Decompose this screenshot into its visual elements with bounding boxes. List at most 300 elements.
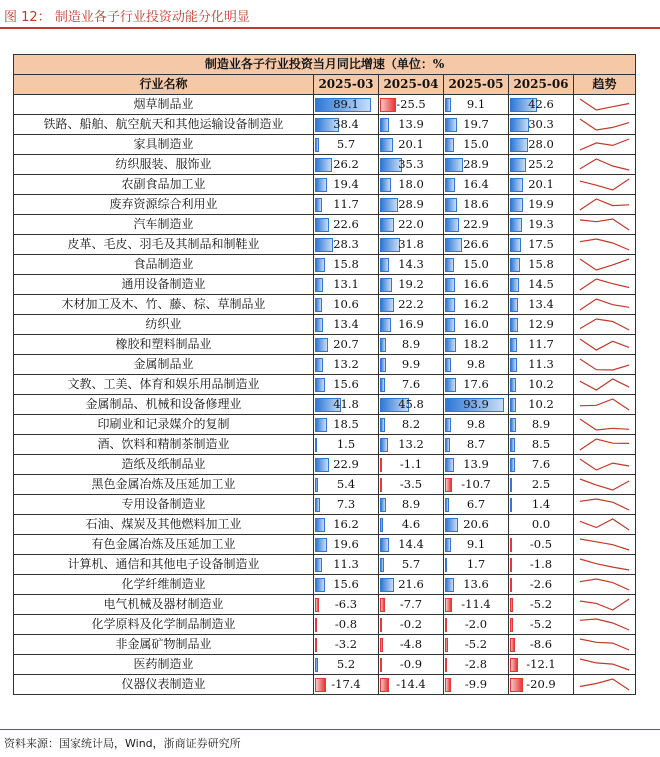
value-cell	[314, 595, 379, 615]
value-text: 1.7	[466, 557, 486, 571]
table-banner: 制造业各子行业投资当月同比增速（单位：%	[14, 55, 636, 75]
value-text: 19.7	[463, 117, 489, 131]
value-text: 13.9	[398, 117, 424, 131]
value-cell	[444, 235, 509, 255]
value-cell	[444, 335, 509, 355]
value-text: 18.2	[463, 337, 489, 351]
trend-sparkline-cell	[574, 455, 636, 475]
industry-name: 仪器仪表制造业	[14, 675, 314, 695]
value-text: 20.1	[398, 137, 424, 151]
trend-line	[580, 299, 629, 310]
trend-sparkline-cell	[574, 475, 636, 495]
value-cell	[509, 175, 574, 195]
trend-sparkline	[574, 435, 635, 454]
value-text: 13.9	[463, 457, 489, 471]
table-row	[14, 315, 636, 335]
industry-name: 通用设备制造业	[14, 275, 314, 295]
value-text: 14.3	[398, 257, 424, 271]
value-cell	[379, 575, 444, 595]
header-2025-03: 2025-03	[314, 75, 379, 95]
trend-sparkline	[574, 595, 635, 614]
bottom-rule	[0, 729, 660, 730]
value-cell	[314, 235, 379, 255]
value-cell	[314, 155, 379, 175]
value-text: -3.2	[334, 637, 358, 651]
value-text: 45.8	[398, 397, 424, 411]
value-cell	[509, 355, 574, 375]
value-cell	[509, 495, 574, 515]
value-cell	[379, 275, 444, 295]
value-text: 89.1	[333, 97, 359, 111]
value-text: 19.3	[528, 217, 554, 231]
value-cell	[379, 335, 444, 355]
value-cell	[444, 455, 509, 475]
value-cell	[379, 415, 444, 435]
trend-line	[580, 679, 629, 690]
trend-line	[580, 159, 629, 170]
value-cell	[314, 95, 379, 115]
value-text: 15.8	[333, 257, 359, 271]
trend-line	[580, 99, 629, 110]
header-2025-04: 2025-04	[379, 75, 444, 95]
value-cell	[509, 415, 574, 435]
value-text: 2.5	[531, 477, 551, 491]
trend-sparkline	[574, 515, 635, 534]
value-cell	[379, 375, 444, 395]
value-cell	[379, 555, 444, 575]
value-cell	[379, 355, 444, 375]
value-cell	[314, 675, 379, 695]
trend-sparkline-cell	[574, 555, 636, 575]
industry-name: 有色金属冶炼及压延加工业	[14, 535, 314, 555]
value-cell	[509, 235, 574, 255]
trend-sparkline	[574, 395, 635, 414]
value-text: 20.6	[463, 517, 489, 531]
value-text: 10.6	[333, 297, 359, 311]
table-row	[14, 155, 636, 175]
value-text: 7.3	[336, 497, 356, 511]
trend-sparkline-cell	[574, 495, 636, 515]
value-text: 28.9	[398, 197, 424, 211]
trend-sparkline-cell	[574, 675, 636, 695]
value-cell	[314, 515, 379, 535]
value-text: -2.0	[464, 617, 488, 631]
trend-line	[580, 459, 629, 470]
trend-sparkline-cell	[574, 515, 636, 535]
header-2025-06: 2025-06	[509, 75, 574, 95]
trend-line	[580, 179, 629, 190]
trend-sparkline-cell	[574, 635, 636, 655]
value-text: 19.6	[333, 537, 359, 551]
trend-sparkline	[574, 475, 635, 494]
trend-sparkline	[574, 115, 635, 134]
trend-line	[580, 539, 629, 550]
table-row	[14, 215, 636, 235]
value-text: 13.2	[333, 357, 359, 371]
value-cell	[444, 175, 509, 195]
value-cell	[314, 175, 379, 195]
value-cell	[509, 295, 574, 315]
table-row	[14, 175, 636, 195]
value-text: 11.3	[333, 557, 359, 571]
trend-sparkline	[574, 215, 635, 234]
value-text: 13.6	[463, 577, 489, 591]
value-text: 15.0	[463, 257, 489, 271]
value-text: 8.2	[401, 417, 421, 431]
value-cell	[509, 535, 574, 555]
industry-name: 化学纤维制造业	[14, 575, 314, 595]
value-text: -2.8	[464, 657, 488, 671]
figure-title-text: 制造业各子行业投资动能分化明显	[54, 10, 250, 25]
trend-sparkline-cell	[574, 215, 636, 235]
figure-title	[4, 6, 250, 25]
table-row	[14, 495, 636, 515]
value-cell	[314, 135, 379, 155]
value-cell	[444, 275, 509, 295]
value-cell	[379, 215, 444, 235]
value-cell	[444, 595, 509, 615]
trend-sparkline-cell	[574, 395, 636, 415]
value-text: -6.3	[334, 597, 358, 611]
value-cell	[444, 635, 509, 655]
value-cell	[509, 615, 574, 635]
value-cell	[379, 195, 444, 215]
value-text: 11.3	[528, 357, 554, 371]
value-text: 20.1	[528, 177, 554, 191]
title-rule	[0, 27, 660, 29]
table-row	[14, 375, 636, 395]
trend-line	[580, 119, 629, 130]
value-cell	[379, 475, 444, 495]
table-row	[14, 395, 636, 415]
value-text: 8.7	[466, 437, 486, 451]
trend-line	[580, 619, 629, 630]
value-cell	[379, 315, 444, 335]
value-cell	[444, 395, 509, 415]
trend-sparkline-cell	[574, 595, 636, 615]
table-row	[14, 115, 636, 135]
trend-line	[580, 419, 629, 430]
industry-name: 纺织服装、服饰业	[14, 155, 314, 175]
trend-line	[580, 659, 629, 670]
value-text: -0.5	[529, 537, 553, 551]
trend-sparkline-cell	[574, 355, 636, 375]
value-text: -3.5	[399, 477, 423, 491]
value-cell	[444, 355, 509, 375]
value-cell	[444, 435, 509, 455]
value-cell	[314, 635, 379, 655]
trend-line	[580, 339, 629, 350]
trend-sparkline	[574, 455, 635, 474]
value-text: 8.9	[531, 417, 551, 431]
value-cell	[444, 615, 509, 635]
industry-name: 废弃资源综合利用业	[14, 195, 314, 215]
value-cell	[314, 455, 379, 475]
value-cell	[314, 255, 379, 275]
value-text: 19.9	[528, 197, 554, 211]
industry-name: 计算机、通信和其他电子设备制造业	[14, 555, 314, 575]
value-text: -25.5	[396, 97, 426, 111]
trend-line	[580, 279, 629, 290]
value-cell	[314, 575, 379, 595]
trend-sparkline-cell	[574, 375, 636, 395]
value-text: -0.9	[399, 657, 423, 671]
value-cell	[509, 315, 574, 335]
value-cell	[509, 475, 574, 495]
table-row	[14, 655, 636, 675]
value-cell	[314, 275, 379, 295]
table-row	[14, 555, 636, 575]
value-text: 22.6	[333, 217, 359, 231]
value-text: 7.6	[401, 377, 421, 391]
value-cell	[314, 655, 379, 675]
trend-sparkline-cell	[574, 575, 636, 595]
industry-name: 铁路、船舶、航空航天和其他运输设备制造业	[14, 115, 314, 135]
trend-line	[580, 439, 629, 450]
value-text: 11.7	[528, 337, 554, 351]
value-cell	[379, 435, 444, 455]
value-cell	[379, 135, 444, 155]
value-text: 15.6	[333, 377, 359, 391]
figure-label: 图 12：	[4, 10, 51, 25]
value-text: -0.8	[334, 617, 358, 631]
value-text: 28.0	[528, 137, 554, 151]
value-text: 1.5	[336, 437, 356, 451]
value-cell	[379, 295, 444, 315]
value-cell	[509, 635, 574, 655]
value-text: 9.8	[466, 417, 486, 431]
header-trend: 趋势	[574, 75, 636, 95]
trend-line	[580, 379, 629, 390]
value-text: 93.9	[463, 397, 489, 411]
value-cell	[509, 555, 574, 575]
trend-sparkline	[574, 355, 635, 374]
value-cell	[314, 555, 379, 575]
value-text: 41.8	[333, 397, 359, 411]
trend-line	[580, 559, 629, 570]
value-cell	[314, 355, 379, 375]
industry-name: 皮革、毛皮、羽毛及其制品和制鞋业	[14, 235, 314, 255]
value-cell	[444, 155, 509, 175]
trend-sparkline-cell	[574, 315, 636, 335]
value-text: 42.6	[528, 97, 554, 111]
value-text: 10.2	[528, 377, 554, 391]
value-cell	[379, 655, 444, 675]
value-text: -5.2	[529, 617, 553, 631]
value-cell	[379, 155, 444, 175]
trend-sparkline-cell	[574, 615, 636, 635]
trend-sparkline-cell	[574, 415, 636, 435]
trend-sparkline	[574, 495, 635, 514]
value-cell	[509, 435, 574, 455]
trend-sparkline	[574, 375, 635, 394]
value-cell	[314, 495, 379, 515]
value-cell	[509, 455, 574, 475]
trend-line	[580, 499, 629, 510]
trend-line	[580, 399, 629, 410]
value-text: 13.4	[333, 317, 359, 331]
trend-sparkline-cell	[574, 155, 636, 175]
table-row	[14, 475, 636, 495]
value-text: 5.7	[336, 137, 356, 151]
industry-name: 木材加工及木、竹、藤、棕、草制品业	[14, 295, 314, 315]
value-text: 38.4	[333, 117, 359, 131]
value-text: 16.4	[463, 177, 489, 191]
industry-name: 纺织业	[14, 315, 314, 335]
value-text: 31.8	[398, 237, 424, 251]
trend-sparkline	[574, 195, 635, 214]
industry-name: 家具制造业	[14, 135, 314, 155]
value-cell	[444, 115, 509, 135]
industry-name: 专用设备制造业	[14, 495, 314, 515]
value-cell	[509, 335, 574, 355]
value-cell	[379, 455, 444, 475]
trend-line	[580, 359, 629, 370]
value-text: -2.6	[529, 577, 553, 591]
value-cell	[509, 195, 574, 215]
value-cell	[444, 575, 509, 595]
value-cell	[509, 95, 574, 115]
trend-sparkline-cell	[574, 435, 636, 455]
trend-sparkline-cell	[574, 535, 636, 555]
industry-name: 文教、工美、体育和娱乐用品制造业	[14, 375, 314, 395]
trend-sparkline	[574, 555, 635, 574]
industry-name: 烟草制品业	[14, 95, 314, 115]
value-text: -0.2	[399, 617, 423, 631]
value-cell	[379, 115, 444, 135]
trend-sparkline-cell	[574, 295, 636, 315]
value-text: 13.2	[398, 437, 424, 451]
source-note: 资料来源：国家统计局，Wind，浙商证券研究所	[4, 737, 241, 750]
value-text: 14.4	[398, 537, 424, 551]
trend-sparkline-cell	[574, 255, 636, 275]
table-row	[14, 455, 636, 475]
trend-sparkline-cell	[574, 235, 636, 255]
value-text: -10.7	[461, 477, 491, 491]
table-row	[14, 415, 636, 435]
value-cell	[379, 635, 444, 655]
trend-sparkline	[574, 175, 635, 194]
table-row	[14, 95, 636, 115]
value-cell	[314, 395, 379, 415]
trend-sparkline	[574, 315, 635, 334]
trend-sparkline	[574, 295, 635, 314]
table-row	[14, 515, 636, 535]
table-row	[14, 275, 636, 295]
value-cell	[444, 135, 509, 155]
industry-name: 医药制造业	[14, 655, 314, 675]
table-row	[14, 575, 636, 595]
industry-name: 电气机械及器材制造业	[14, 595, 314, 615]
trend-sparkline	[574, 95, 635, 114]
value-cell	[444, 535, 509, 555]
value-text: -1.1	[399, 457, 423, 471]
value-text: -1.8	[529, 557, 553, 571]
value-cell	[379, 255, 444, 275]
trend-line	[580, 479, 629, 490]
trend-sparkline-cell	[574, 275, 636, 295]
value-cell	[379, 235, 444, 255]
value-text: 22.9	[333, 457, 359, 471]
value-text: 9.1	[466, 97, 486, 111]
trend-sparkline	[574, 615, 635, 634]
value-cell	[444, 315, 509, 335]
value-cell	[444, 255, 509, 275]
value-text: -7.7	[399, 597, 423, 611]
table-row	[14, 435, 636, 455]
header-2025-05: 2025-05	[444, 75, 509, 95]
table-row	[14, 135, 636, 155]
value-cell	[509, 575, 574, 595]
trend-line	[580, 199, 629, 210]
value-text: 16.2	[463, 297, 489, 311]
value-text: 5.7	[401, 557, 421, 571]
value-text: 19.4	[333, 177, 359, 191]
value-text: -11.4	[461, 597, 491, 611]
trend-sparkline-cell	[574, 335, 636, 355]
value-text: 16.9	[398, 317, 424, 331]
value-text: 30.3	[528, 117, 554, 131]
value-cell	[444, 475, 509, 495]
value-text: 22.9	[463, 217, 489, 231]
value-text: 12.9	[528, 317, 554, 331]
value-cell	[379, 675, 444, 695]
value-cell	[379, 595, 444, 615]
value-cell	[314, 295, 379, 315]
value-text: 26.2	[333, 157, 359, 171]
value-text: 11.7	[333, 197, 359, 211]
value-text: 17.6	[463, 377, 489, 391]
trend-sparkline	[574, 635, 635, 654]
trend-line	[580, 639, 629, 650]
value-cell	[379, 495, 444, 515]
table-row	[14, 615, 636, 635]
value-text: 10.2	[528, 397, 554, 411]
industry-name: 非金属矿物制品业	[14, 635, 314, 655]
trend-sparkline-cell	[574, 95, 636, 115]
value-text: 15.8	[528, 257, 554, 271]
trend-sparkline-cell	[574, 115, 636, 135]
value-cell	[444, 675, 509, 695]
value-cell	[314, 315, 379, 335]
table-row	[14, 675, 636, 695]
value-cell	[314, 375, 379, 395]
value-cell	[509, 215, 574, 235]
trend-sparkline	[574, 155, 635, 174]
industry-name: 造纸及纸制品业	[14, 455, 314, 475]
trend-sparkline	[574, 675, 635, 694]
value-text: 15.0	[463, 137, 489, 151]
value-cell	[444, 495, 509, 515]
industry-name: 橡胶和塑料制品业	[14, 335, 314, 355]
trend-line	[580, 139, 629, 150]
value-cell	[444, 515, 509, 535]
value-text: 28.3	[333, 237, 359, 251]
industry-name: 金属制品业	[14, 355, 314, 375]
trend-line	[580, 239, 629, 250]
value-text: 35.3	[398, 157, 424, 171]
value-text: 15.6	[333, 577, 359, 591]
trend-line	[580, 319, 629, 330]
industry-name: 汽车制造业	[14, 215, 314, 235]
value-cell	[314, 615, 379, 635]
value-text: 1.4	[531, 497, 551, 511]
value-text: 5.4	[336, 477, 356, 491]
trend-sparkline	[574, 575, 635, 594]
value-text: 13.4	[528, 297, 554, 311]
value-cell	[509, 255, 574, 275]
value-text: 26.6	[463, 237, 489, 251]
